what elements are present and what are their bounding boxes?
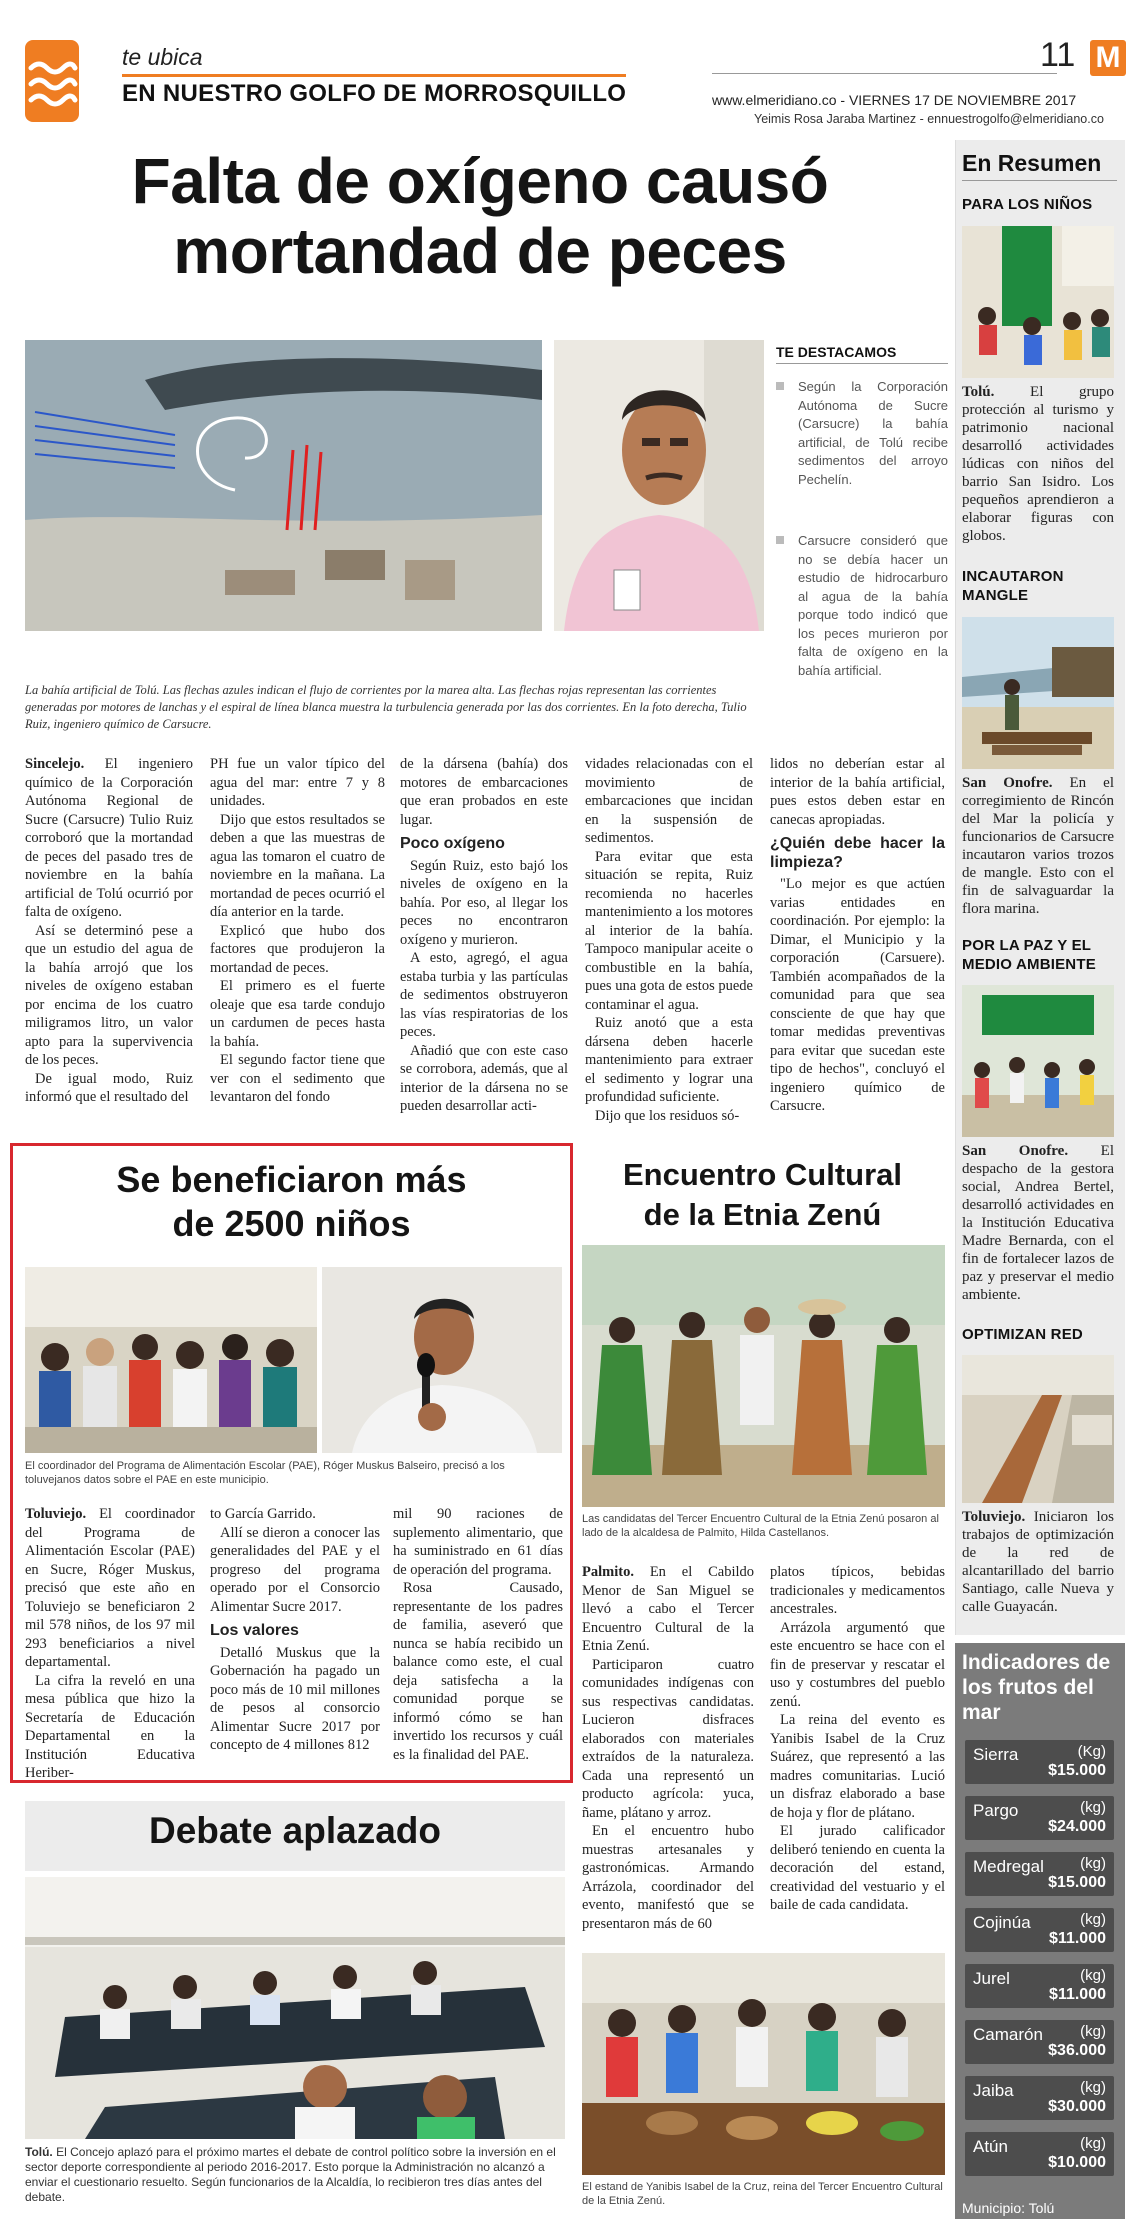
price-item <box>965 1796 1114 1840</box>
ninos-photo-caption: El coordinador del Programa de Alimentación Escolar (PAE), Róger Muskus Balseiro, precisó a los toluvejanos datos sobre el PAE en este municipio. <box>25 1460 505 1486</box>
zenu-c2-p3: La reina del evento es Yanibis Isabel de la Cruz Suárez, que representó a las madres comunitarias. Lució un disfraz elaborado a base de hoja y flor de plátano. <box>770 1712 945 1821</box>
price-item-name: Camarón <box>973 2025 1043 2044</box>
zenu-dateline: Palmito. <box>582 1564 634 1580</box>
ninos-c3-p2: Rosa Causado, representante de los padres de familia, aseveró que nunca se había recibido un balance como este, el cual deja satisfecha a la comunidad porque se informó cómo se han invertido los recursos y cuál es la finalidad del PAE. <box>393 1580 563 1763</box>
price-item-name: Sierra <box>973 1745 1019 1764</box>
ninos-column-3 <box>393 1505 563 1764</box>
price-item-name: Jaiba <box>973 2081 1014 2100</box>
headline-line-2: mortandad de peces <box>173 215 787 287</box>
ninos-c2-p2: Allí se dieron a conocer las generalidades del PAE y el progreso del programa operado por el Consorcio Alimentar Sucre 2017. <box>210 1524 380 1615</box>
price-item-value: $30.000 <box>1048 2098 1106 2115</box>
ninos-c1-p1: El coordinador del Programa de Alimentación Escolar (PAE) en Sucre, Róger Muskus, precisó que este año en Toluviejo se beneficiaron 2 mil 578 niños, de los 97 mil 293 beneficiarios a nivel departamental. <box>25 1506 195 1670</box>
destacamos-rule <box>776 363 948 364</box>
waves-icon <box>25 40 79 122</box>
aerial-bay-photo <box>25 340 542 631</box>
price-item <box>965 2076 1114 2120</box>
sidebar-body-2: En el corregimiento de Rincón del Mar la policía y funcionarios de Carsucre incautaron varios trozos de mangle. Esto con el fin de salvaguardar la flora marina. <box>962 775 1115 917</box>
price-item-unit: (kg) <box>1080 1855 1106 1872</box>
sidebar-head-incautaron <box>962 567 1064 605</box>
sidebar-title-rule <box>962 180 1117 181</box>
main-c3-p3: A esto, agregó, el agua estaba turbia y las partículas de sedimentos obstruyeron las vías respiratorias de los peces. <box>400 950 568 1040</box>
main-c2-p2: Dijo que estos resultados se deben a que las muestras de agua las tomaron el cuatro de noviembre en la mañana. La mortandad de peces ocurrió el día anterior en la tarde. <box>210 811 385 920</box>
price-item-value: $15.000 <box>1048 1874 1106 1891</box>
main-column-5 <box>770 755 945 1116</box>
main-c2-p5: El segundo factor tiene que ver con el sedimento que levantaron del fondo <box>210 1052 385 1105</box>
sidebar-dateline-3: San Onofre. <box>962 1143 1069 1159</box>
price-item-name: Medregal <box>973 1857 1044 1876</box>
main-column-1 <box>25 755 193 1107</box>
section-logo <box>25 40 79 122</box>
debate-council-photo <box>25 1877 565 2139</box>
main-c2-p4: El primero es el fuerte oleaje que esa tarde condujo un cardumen de peces hasta la bahía. <box>210 978 385 1050</box>
ninos-headline-line-1: Se beneficiaron más <box>116 1159 467 1200</box>
brand-logo: M <box>1090 40 1126 76</box>
sidebar-text-red <box>962 1508 1114 1616</box>
main-c3-p1: de la dársena (bahía) dos motores de embarcaciones que eran probados en este lugar. <box>400 756 568 828</box>
sidebar-dateline-2: San Onofre. <box>962 775 1053 791</box>
ninos-column-1 <box>25 1505 195 1783</box>
ninos-c2-p3: Detalló Muskus que la Gobernación ha pagado un poco más de 10 mil millones de pesos al consorcio Alimentar Sucre 2017 por concepto de 4 millones 812 <box>210 1644 380 1753</box>
price-item-unit: (Kg) <box>1077 1743 1106 1760</box>
main-c2-p3: Explicó que hubo dos factores que produjeron la mortandad de peces. <box>210 922 385 976</box>
price-item-name: Cojinúa <box>973 1913 1031 1932</box>
subhead-limpieza: ¿Quién debe hacer la limpieza? <box>770 835 945 871</box>
main-headline <box>25 146 935 286</box>
sidebar-body-3: El despacho de la gestora social, Andrea Bertel, desarrolló actividades en la Institución Educativa Madre Bernarda, con el fin de fortalecer lazos de paz y preservar el medio ambiente. <box>962 1143 1115 1303</box>
price-panel-title: Indicadores de los frutos del mar <box>962 1651 1111 1724</box>
zenu-column-2 <box>770 1563 945 1915</box>
price-item <box>965 1964 1114 2008</box>
price-panel-footer: Municipio: Tolú <box>962 2200 1055 2216</box>
main-c1-p1: El ingeniero químico de la Corporación Autónoma Regional de Sucre (Carsucre) Tulio Ruiz corroboró que la mortandad de peces del pasado tres de noviembre en la bahía artificial de Tolú ocurrió por falta de oxígeno. <box>25 756 193 920</box>
sidebar-head-2-line-2: MANGLE <box>962 587 1029 604</box>
price-item-unit: (kg) <box>1080 1911 1106 1928</box>
sidebar-dateline-4: Toluviejo. <box>962 1509 1026 1525</box>
sidebar-photo-paz <box>962 985 1114 1137</box>
price-item <box>965 1908 1114 1952</box>
ninos-column-2 <box>210 1505 380 1755</box>
headline-line-1: Falta de oxígeno causó <box>131 145 829 217</box>
zenu-c1-p2: Participaron cuatro comunidades indígenas con sus respectivas candidatas. Lucieron disfraces elaborados con materiales extraídos de la naturaleza. Cada una representó un producto agrícola: yuca, ñame, plátano y arroz. <box>582 1656 754 1821</box>
main-column-3 <box>400 755 568 1116</box>
main-photo-caption: La bahía artificial de Tolú. Las flechas azules indican el flujo de corrientes por la marea alta. Las flechas rojas representan las corrientes generadas por motores de lanchas y el espiral de línea blanca muestra la turbulencia generada por las dos corrientes. En la foto derecha, Tulio Ruiz, ingeniero químico de Carsucre. <box>25 683 747 731</box>
debate-dateline: Tolú. <box>25 2145 53 2159</box>
price-item-value: $24.000 <box>1048 1818 1106 1835</box>
main-column-2 <box>210 755 385 1107</box>
sidebar-text-mangle <box>962 774 1114 918</box>
sidebar-head-red: OPTIMIZAN RED <box>962 1326 1083 1343</box>
destacamos-title: TE DESTACAMOS <box>776 344 897 360</box>
section-big-label: EN NUESTRO GOLFO DE MORROSQUILLO <box>122 80 627 107</box>
sidebar-body-4: Iniciaron los trabajos de optimización de la red de alcantarillado del barrio Santiago, calle Nueva y calle Guayacán. <box>962 1509 1114 1615</box>
zenu-headline <box>580 1155 945 1235</box>
zenu-headline-line-2: de la Etnia Zenú <box>643 1197 882 1232</box>
main-c4-p2: Para evitar que esta situación se repita, Ruiz recomienda no hacerles mantenimiento a los motores al interior de la bahía. Tampoco manipular aceite o combustible en la bahía, pues una gota de estos puede contaminar el agua. <box>585 848 753 1013</box>
destacamos-item-1: Según la Corporación Autónoma de Sucre (Carsucre) la bahía artificial, de Tolú recibe sedimentos del arroyo Pechelín. <box>798 379 948 487</box>
main-c4-p1: vidades relacionadas con el movimiento de embarcaciones que incidan en la suspensión de sedimentos. <box>585 756 753 846</box>
price-list <box>955 1740 1125 2195</box>
main-c4-p3: Ruiz anotó que a esta dársena deben hacerle mantenimiento para extraer el sedimento y lograr una profundidad suficiente. <box>585 1015 753 1105</box>
sidebar-body-1: El grupo protección al turismo y patrimonio nacional desarrolló actividades lúdicas con niños del barrio San Isidro. Los pequeños aprendieron a elaborar figuras con globos. <box>962 384 1114 544</box>
price-item-name: Pargo <box>973 1801 1019 1820</box>
ninos-audience-photo <box>25 1267 317 1453</box>
main-column-4 <box>585 755 753 1125</box>
zenu-c2-p4: El jurado calificador deliberó teniendo en cuenta la decoración del estand, creatividad del vestuario y el baile de cada candidata. <box>770 1823 945 1913</box>
price-item-value: $11.000 <box>1049 1930 1106 1947</box>
main-c3-p2: Según Ruiz, esto bajó los niveles de oxígeno en la bahía. Por eso, al llegar los peces no encontraron oxígeno y murieron. <box>400 857 568 948</box>
main-c4-p4: Dijo que los residuos só- <box>595 1107 740 1124</box>
sidebar-head-para-los-ninos: PARA LOS NIÑOS <box>962 196 1093 213</box>
price-item-name: Jurel <box>973 1969 1010 1988</box>
sidebar-photo-mangle <box>962 617 1114 769</box>
price-item-unit: (kg) <box>1080 2135 1106 2152</box>
sidebar-photo-ninos <box>962 226 1114 378</box>
ninos-c3-p1: mil 90 raciones de suplemento alimentario, que ha suministrado en 61 días de operación del programa. <box>393 1506 563 1578</box>
ninos-headline-line-2: de 2500 niños <box>172 1203 411 1244</box>
zenu-candidates-photo <box>582 1245 945 1507</box>
zenu-c1-p1: En el Cabildo Menor de San Miguel se llevó a cabo el Tercer Encuentro Cultural de la Etnia Zenú. <box>582 1564 754 1654</box>
subhead-poco-oxigeno: Poco oxígeno <box>400 835 505 852</box>
author-line: Yeimis Rosa Jaraba Martinez - ennuestrogolfo@elmeridiano.co <box>754 112 1104 126</box>
zenu-headline-line-1: Encuentro Cultural <box>622 1157 902 1192</box>
sidebar-head-3-line-2: MEDIO AMBIENTE <box>962 956 1096 973</box>
price-item-unit: (kg) <box>1080 1799 1106 1816</box>
section-rule <box>122 74 626 77</box>
zenu-c1-p3: En el encuentro hubo muestras artesanales y gastronómicas. Armando Arrázola, coordinador del evento, manifestó que se presentaron más de 60 <box>582 1823 754 1932</box>
subhead-los-valores: Los valores <box>210 1622 299 1639</box>
ninos-c1-p2: La cifra la reveló en una mesa pública que hizo la Secretaría de Educación Departamental en la Institución Educativa Heriber- <box>25 1672 195 1781</box>
sidebar-photo-red <box>962 1355 1114 1503</box>
sidebar-text-ninos <box>962 383 1114 545</box>
ninos-speaker-photo <box>322 1267 562 1453</box>
section-small-label: te ubica <box>122 44 203 70</box>
price-item <box>965 2020 1114 2064</box>
ninos-headline <box>20 1158 563 1246</box>
sidebar-head-paz <box>962 936 1096 974</box>
main-c5-p1: lidos no deberían estar al interior de la bahía artificial, pues estos deben estar en canecas apropiadas. <box>770 756 945 828</box>
main-c1-p3: De igual modo, Ruiz informó que el resultado del <box>25 1070 193 1105</box>
sidebar-head-3-line-1: POR LA PAZ Y EL <box>962 937 1092 954</box>
debate-caption-text: El Concejo aplazó para el próximo martes el debate de control político sobre la inversión en el sector deporte correspondiente al periodo 2016-2017. Esto porque la Administración no alcanzó a enviar el cuestionario resuelto. Según funcionarios de la Alcaldía, lo recibieron tres días antes del debate. <box>25 2145 556 2204</box>
price-item-value: $10.000 <box>1048 2154 1106 2171</box>
main-dateline: Sincelejo. <box>25 756 85 772</box>
price-item-value: $36.000 <box>1048 2042 1106 2059</box>
price-item-unit: (kg) <box>1080 2079 1106 2096</box>
destacamos-item-2: Carsucre consideró que no se debía hacer un estudio de hidrocarburo al agua de la bahía porque todo indicó que los peces murieron por falta de oxígeno en la bahía artificial. <box>798 533 948 678</box>
main-c1-p2: Así se determinó pese a que un estudio del agua de la bahía arrojó que los niveles de oxígeno estaban por encima de los cuatro miligramos litro, un valor apto para la supervivencia de los peces. <box>25 922 193 1068</box>
price-item-value: $15.000 <box>1048 1762 1106 1779</box>
zenu-c2-p2: Arrázola argumentó que este encuentro se hace con el fin de preservar y rescatar el uso y costumbres del pueblo zenú. <box>770 1619 945 1710</box>
price-item <box>965 2132 1114 2176</box>
sidebar-dateline-1: Tolú. <box>962 384 995 400</box>
main-c2-p1: PH fue un valor típico del agua del mar: entre 7 y 8 unidades. <box>210 756 385 809</box>
ninos-c2-p1: to García Garrido. <box>210 1506 316 1522</box>
zenu-photo-caption: Las candidatas del Tercer Encuentro Cultural de la Etnia Zenú posaron al lado de la alcaldesa de Palmito, Hilda Castellanos. <box>582 1513 939 1539</box>
page-number: 11 <box>1040 36 1076 74</box>
price-item <box>965 1852 1114 1896</box>
price-item-unit: (kg) <box>1080 2023 1106 2040</box>
price-item-name: Atún <box>973 2137 1008 2156</box>
price-item-value: $11.000 <box>1049 1986 1106 2003</box>
header-rule <box>712 73 1057 74</box>
sidebar-title: En Resumen <box>962 150 1102 176</box>
zenu-stand-photo <box>582 1953 945 2175</box>
main-c3-p4: Añadió que con este caso se corrobora, además, que al interior de la dársena no se pueden desarrollar acti- <box>400 1042 568 1114</box>
zenu-stand-caption: El estand de Yanibis Isabel de la Cruz, reina del Tercer Encuentro Cultural de la Etnia Zenú. <box>582 2181 943 2207</box>
destacamos-bullet-2 <box>776 536 784 544</box>
debate-caption <box>25 2145 565 2205</box>
sidebar-text-paz <box>962 1142 1114 1304</box>
price-item-unit: (kg) <box>1080 1967 1106 1984</box>
zenu-column-1 <box>582 1563 754 1933</box>
sidebar-head-2-line-1: INCAUTARON <box>962 568 1064 585</box>
zenu-c2-p1: platos típicos, bebidas tradicionales y medicamentos ancestrales. <box>770 1564 945 1617</box>
price-item <box>965 1740 1114 1784</box>
portrait-photo-tulio-ruiz <box>554 340 764 631</box>
ninos-dateline: Toluviejo. <box>25 1506 87 1522</box>
bay-diagram <box>25 340 542 631</box>
destacamos-bullet-1 <box>776 382 784 390</box>
debate-headline: Debate aplazado <box>149 1810 441 1851</box>
main-c5-p2: "Lo mejor es que actúen varias entidades en coordinación. Por ejemplo: la Dimar, el Municipio y la corporación (Carsuere). También acompañados de la comunidad para que sea consciente de que hay que tomar medidas preventivas para evitar que sucedan este tipo de hechos", concluyó el ingeniero químico de Carsucre. <box>770 876 945 1114</box>
site-date: www.elmeridiano.co - VIERNES 17 DE NOVIEMBRE 2017 <box>712 92 1077 108</box>
